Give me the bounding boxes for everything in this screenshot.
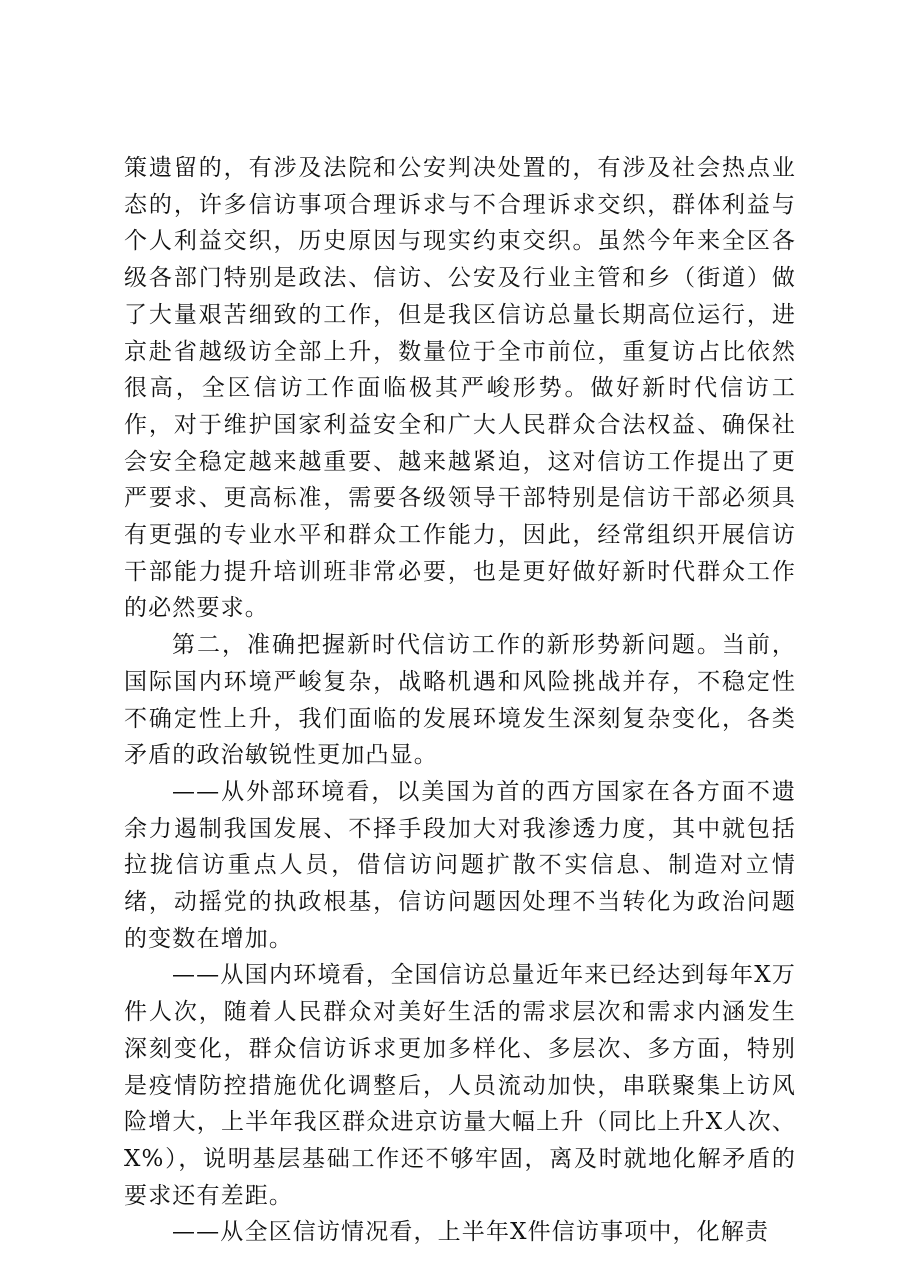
paragraph-external-environment: ——从外部环境看，以美国为首的西方国家在各方面不遗余力遏制我国发展、不择手段加大对我渗透力度，其中就包括拉拢信访重点人员，借信访问题扩散不实信息、制造对立情绪，动摇党的执政根基，信访问题因处理不当转化为政治问题的变数在增加。 [124, 778, 796, 952]
paragraph-continued-context: 策遗留的，有涉及法院和公安判决处置的，有涉及社会热点业态的，许多信访事项合理诉求与不合理诉求交织，群体利益与个人利益交织，历史原因与现实约束交织。虽然今年来全区各级各部门特别是政法、信访、公安及行业主管和乡（街道）做了大量艰苦细致的工作，但是我区信访总量长期高位运行，进京赴省越级访全部上升，数量位于全市前位，重复访占比依然很高，全区信访工作面临极其严峻形势。做好新时代信访工作，对于维护国家利益安全和广大人民群众合法权益、确保社会安全稳定越来越重要、越来越紧迫，这对信访工作提出了更严要求、更高标准，需要各级领导干部特别是信访干部必须具有更强的专业水平和群众工作能力，因此，经常组织开展信访干部能力提升培训班非常必要，也是更好做好新时代群众工作的必然要求。 [124, 155, 796, 622]
document-body [124, 150, 796, 1251]
paragraph-domestic-environment: ——从国内环境看，全国信访总量近年来已经达到每年X万件人次，随着人民群众对美好生活的需求层次和需求内涵发生深刻变化，群众信访诉求更加多样化、多层次、多方面，特别是疫情防控措施优化调整后，人员流动加快，串联聚集上访风险增大，上半年我区群众进京访量大幅上升（同比上升X人次、X%），说明基层基础工作还不够牢固，离及时就地化解矛盾的要求还有差距。 [124, 962, 796, 1209]
paragraph-district-situation: ——从全区信访情况看，上半年X件信访事项中，化解责 [172, 1219, 770, 1246]
paragraph-section-two: 第二，准确把握新时代信访工作的新形势新问题。当前，国际国内环境严峻复杂，战略机遇和风险挑战并存，不稳定性不确定性上升，我们面临的发展环境发生深刻复杂变化，各类矛盾的政治敏锐性更加凸显。 [124, 632, 796, 769]
